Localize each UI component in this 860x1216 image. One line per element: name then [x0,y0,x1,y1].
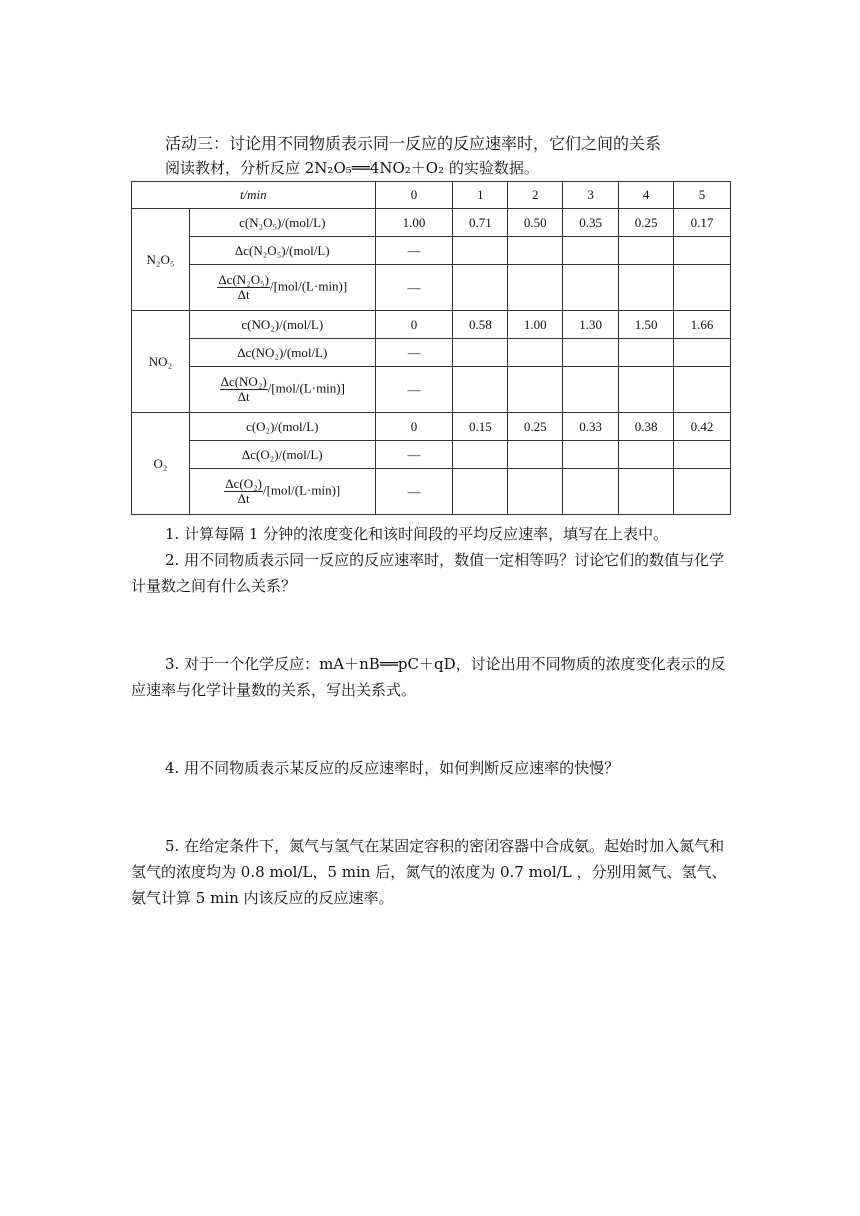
species-label: O₂ [132,413,190,515]
blank-cell[interactable] [563,469,619,515]
blank-cell[interactable] [619,237,674,265]
blank-cell[interactable] [563,339,619,367]
conc-row [132,311,731,339]
blank-cell[interactable] [674,237,731,265]
blank-cell[interactable] [453,469,508,515]
question-5: 5. 在给定条件下，氮气与氢气在某固定容积的密闭容器中合成氨。起始时加入氮气和氢气的浓度均为 0.8 mol/L，5 min 后，氮气的浓度为 0.7 mol/L ，分别用氮气、氢气、氨气计算 5 min 内该反应的反应速率。 [131,837,727,907]
blank-cell[interactable] [453,339,508,367]
rate-unit: /[mol/(L·min)] [269,278,348,294]
blank-cell[interactable] [619,469,674,515]
conc-value: 1.66 [674,311,731,339]
blank-cell[interactable] [508,237,563,265]
dash-cell: — [375,237,453,265]
conc-value: 0 [375,311,453,339]
question-3: 3. 对于一个化学反应：mA＋nB══pC＋qD，讨论出用不同物质的浓度变化表示的反应速率与化学计量数的关系，写出关系式。 [131,655,726,699]
rate-label [189,469,375,515]
blank-cell[interactable] [508,367,563,413]
blank-cell[interactable] [563,367,619,413]
conc-value: 0 [375,413,453,441]
fraction-numerator: Δc(O₂) [225,476,262,491]
blank-cell[interactable] [508,441,563,469]
rate-fraction [220,375,268,404]
table-body [132,182,731,515]
rate-fraction [217,273,270,302]
dash-cell: — [375,265,453,311]
conc-value: 0.25 [508,413,563,441]
time-cell: 2 [508,182,563,209]
time-cell: 3 [563,182,619,209]
blank-cell[interactable] [674,441,731,469]
delta-row [132,237,731,265]
blank-cell[interactable] [563,441,619,469]
dash-cell: — [375,339,453,367]
delta-row [132,441,731,469]
fraction-denominator: Δt [237,287,250,302]
dash-cell: — [375,441,453,469]
activity-heading: 活动三：讨论用不同物质表示同一反应的反应速率时，它们之间的关系 [165,134,662,153]
conc-value: 0.58 [453,311,508,339]
fraction-denominator: Δt [237,491,250,506]
blank-cell[interactable] [508,265,563,311]
blank-cell[interactable] [453,441,508,469]
rate-row [132,367,731,413]
dash-cell: — [375,469,453,515]
worksheet-page [131,132,731,911]
conc-label: c(NO₂)/(mol/L) [189,311,375,339]
conc-label: c(O₂)/(mol/L) [189,413,375,441]
conc-value: 1.00 [375,209,453,237]
conc-value: 0.35 [563,209,619,237]
fraction-numerator: Δc(NO₂) [220,374,267,389]
blank-cell[interactable] [674,469,731,515]
blank-cell[interactable] [674,367,731,413]
species-label: NO₂ [132,311,190,413]
delta-row [132,339,731,367]
time-cell: 1 [453,182,508,209]
time-cell: 5 [674,182,731,209]
table-header-row [132,182,731,209]
time-cell: 0 [375,182,453,209]
intro-text: 阅读教材，分析反应 2N₂O₅══4NO₂＋O₂ 的实验数据。 [165,159,539,177]
conc-value: 1.50 [619,311,674,339]
conc-value: 0.33 [563,413,619,441]
dash-cell: — [375,367,453,413]
conc-value: 0.42 [674,413,731,441]
conc-value: 1.30 [563,311,619,339]
blank-cell[interactable] [619,265,674,311]
rate-row [132,469,731,515]
question-4: 4. 用不同物质表示某反应的反应速率时，如何判断反应速率的快慢？ [165,759,620,777]
time-header: t/min [132,182,376,209]
rate-fraction [224,477,263,506]
conc-label: c(N₂O₅)/(mol/L) [189,209,375,237]
blank-cell[interactable] [563,237,619,265]
rate-unit: /[mol/(L·min)] [267,380,345,396]
conc-value: 0.25 [619,209,674,237]
conc-row [132,413,731,441]
blank-cell[interactable] [508,469,563,515]
blank-cell[interactable] [453,237,508,265]
time-cell: 4 [619,182,674,209]
blank-cell[interactable] [674,339,731,367]
blank-cell[interactable] [453,265,508,311]
question-1: 1. 计算每隔 1 分钟的浓度变化和该时间段的平均反应速率，填写在上表中。 [165,525,669,543]
conc-row [132,209,731,237]
delta-label: Δc(N₂O₅)/(mol/L) [189,237,375,265]
blank-cell[interactable] [453,367,508,413]
conc-value: 0.15 [453,413,508,441]
fraction-denominator: Δt [237,389,250,404]
conc-value: 0.50 [508,209,563,237]
rate-label [189,367,375,413]
blank-cell[interactable] [563,265,619,311]
blank-cell[interactable] [619,339,674,367]
conc-value: 0.71 [453,209,508,237]
rate-label [189,265,375,311]
data-table [131,181,731,515]
blank-cell[interactable] [674,265,731,311]
delta-label: Δc(NO₂)/(mol/L) [189,339,375,367]
rate-row [132,265,731,311]
question-2: 2. 用不同物质表示同一反应的反应速率时，数值一定相等吗？讨论它们的数值与化学计量数之间有什么关系？ [131,551,725,595]
blank-cell[interactable] [508,339,563,367]
blank-cell[interactable] [619,367,674,413]
fraction-numerator: Δc(N₂O₅) [218,272,269,287]
rate-unit: /[mol/(L·min)] [262,482,341,498]
species-label: N₂O₅ [132,209,190,311]
blank-cell[interactable] [619,441,674,469]
conc-value: 0.17 [674,209,731,237]
delta-label: Δc(O₂)/(mol/L) [189,441,375,469]
conc-value: 1.00 [508,311,563,339]
conc-value: 0.38 [619,413,674,441]
